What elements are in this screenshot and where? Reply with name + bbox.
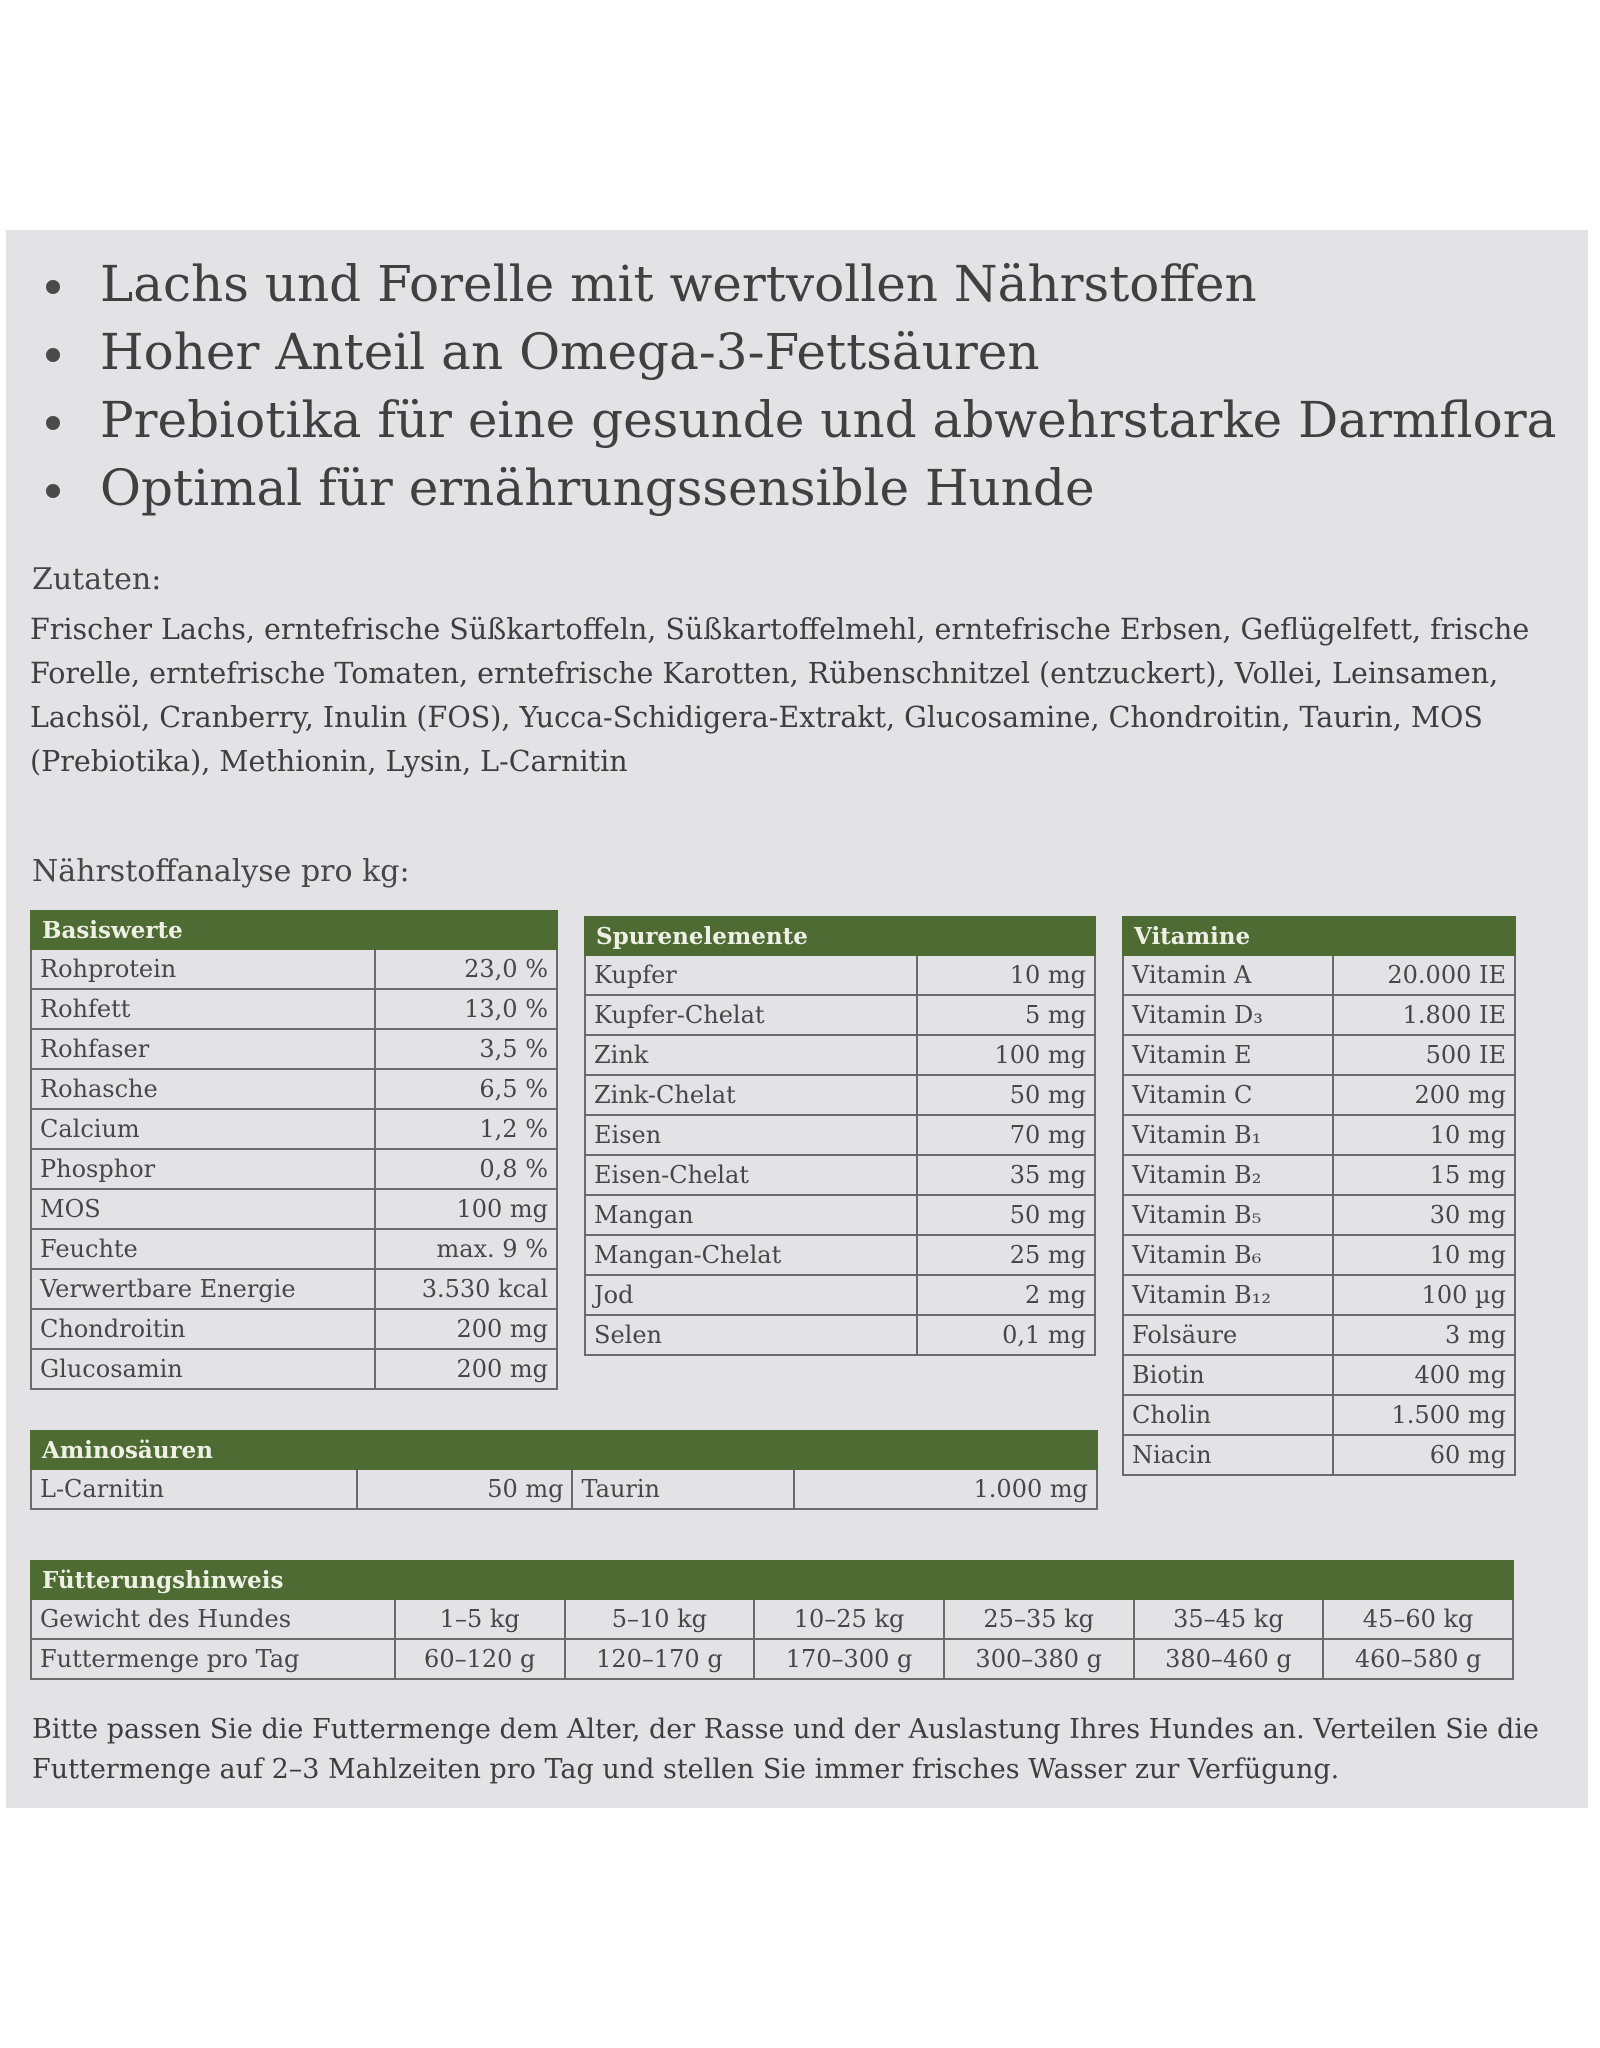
bullet-icon bbox=[46, 416, 60, 430]
nutrient-value: 3.530 kcal bbox=[375, 1269, 557, 1309]
table-row bbox=[585, 1195, 1095, 1235]
table-row bbox=[585, 1115, 1095, 1155]
ingredients-title: Zutaten: bbox=[32, 562, 162, 597]
nutrient-name: Cholin bbox=[1123, 1395, 1333, 1435]
table-row bbox=[31, 1189, 557, 1229]
table-row bbox=[31, 1269, 557, 1309]
feature-list bbox=[40, 250, 1556, 522]
table-cell: 120–170 g bbox=[565, 1639, 755, 1679]
nutrient-value: 2 mg bbox=[917, 1275, 1095, 1315]
table-row bbox=[31, 1639, 1513, 1679]
nutrient-value: 50 mg bbox=[357, 1469, 573, 1509]
aminosaeuren-table bbox=[30, 1430, 1098, 1510]
nutrient-value: 50 mg bbox=[917, 1195, 1095, 1235]
table-row bbox=[1123, 1435, 1515, 1475]
row-label: Gewicht des Hundes bbox=[31, 1599, 395, 1639]
nutrient-value: 5 mg bbox=[917, 995, 1095, 1035]
nutrient-value: 1.500 mg bbox=[1333, 1395, 1515, 1435]
nutrient-name: Zink bbox=[585, 1035, 917, 1075]
table-cell: 300–380 g bbox=[944, 1639, 1134, 1679]
nutrient-name: Zink-Chelat bbox=[585, 1075, 917, 1115]
nutrient-value: 200 mg bbox=[375, 1349, 557, 1389]
analysis-title: Nährstoffanalyse pro kg: bbox=[32, 854, 410, 889]
table-row bbox=[1123, 1395, 1515, 1435]
table-cell: 10–25 kg bbox=[754, 1599, 944, 1639]
nutrient-value: 60 mg bbox=[1333, 1435, 1515, 1475]
table-row bbox=[585, 995, 1095, 1035]
table-row bbox=[1123, 955, 1515, 995]
nutrient-name: Phosphor bbox=[31, 1149, 375, 1189]
table-row bbox=[1123, 1235, 1515, 1275]
basiswerte-table bbox=[30, 910, 558, 1390]
nutrient-name: Vitamin E bbox=[1123, 1035, 1333, 1075]
feature-text: Lachs und Forelle mit wertvollen Nährstoffen bbox=[100, 255, 1257, 313]
table-row bbox=[31, 1469, 1097, 1509]
table-row bbox=[585, 1275, 1095, 1315]
nutrient-name: MOS bbox=[31, 1189, 375, 1229]
row-label: Futtermenge pro Tag bbox=[31, 1639, 395, 1679]
nutrient-value: 30 mg bbox=[1333, 1195, 1515, 1235]
table-cell: 380–460 g bbox=[1134, 1639, 1324, 1679]
bullet-icon bbox=[46, 484, 60, 498]
nutrient-value: 23,0 % bbox=[375, 949, 557, 989]
nutrient-name: Vitamin B₁ bbox=[1123, 1115, 1333, 1155]
nutrient-name: Eisen-Chelat bbox=[585, 1155, 917, 1195]
nutrient-name: Mangan bbox=[585, 1195, 917, 1235]
table-row bbox=[31, 1599, 1513, 1639]
nutrient-name: Kupfer bbox=[585, 955, 917, 995]
nutrient-name: Vitamin B₆ bbox=[1123, 1235, 1333, 1275]
nutrient-name: Verwertbare Energie bbox=[31, 1269, 375, 1309]
spurenelemente-table bbox=[584, 916, 1096, 1356]
nutrient-name: Vitamin A bbox=[1123, 955, 1333, 995]
nutrient-value: 50 mg bbox=[917, 1075, 1095, 1115]
nutrient-name: Rohfaser bbox=[31, 1029, 375, 1069]
feature-item bbox=[40, 250, 1556, 318]
nutrient-value: 100 mg bbox=[375, 1189, 557, 1229]
bullet-icon bbox=[46, 280, 60, 294]
table-row bbox=[585, 1315, 1095, 1355]
nutrient-name: Vitamin D₃ bbox=[1123, 995, 1333, 1035]
feature-text: Hoher Anteil an Omega-3-Fettsäuren bbox=[100, 323, 1040, 381]
nutrient-name: Niacin bbox=[1123, 1435, 1333, 1475]
nutrient-name: Taurin bbox=[572, 1469, 793, 1509]
fuetterungshinweis-table bbox=[30, 1560, 1514, 1680]
nutrient-value: 20.000 IE bbox=[1333, 955, 1515, 995]
table-row bbox=[585, 1235, 1095, 1275]
nutrient-value: 10 mg bbox=[917, 955, 1095, 995]
nutrient-name: Rohfett bbox=[31, 989, 375, 1029]
nutrient-name: Vitamin B₅ bbox=[1123, 1195, 1333, 1235]
table-header: Fütterungshinweis bbox=[31, 1561, 1513, 1599]
feeding-note: Bitte passen Sie die Futtermenge dem Alter, der Rasse und der Auslastung Ihres Hundes an. Verteilen Sie die Futtermenge auf 2–3 Mahlzeiten pro Tag und stellen Sie immer frisches Wasser zur Verfügung. bbox=[32, 1714, 1539, 1785]
nutrient-value: 200 mg bbox=[1333, 1075, 1515, 1115]
nutrient-name: Rohasche bbox=[31, 1069, 375, 1109]
nutrient-value: 13,0 % bbox=[375, 989, 557, 1029]
bullet-icon bbox=[46, 348, 60, 362]
nutrient-value: 3,5 % bbox=[375, 1029, 557, 1069]
table-row bbox=[1123, 1275, 1515, 1315]
nutrient-name: Eisen bbox=[585, 1115, 917, 1155]
table-row bbox=[1123, 1315, 1515, 1355]
table-header: Vitamine bbox=[1123, 917, 1515, 955]
nutrient-value: 1.800 IE bbox=[1333, 995, 1515, 1035]
nutrient-value: 25 mg bbox=[917, 1235, 1095, 1275]
table-row bbox=[1123, 1075, 1515, 1115]
table-row bbox=[585, 1075, 1095, 1115]
nutrient-value: 200 mg bbox=[375, 1309, 557, 1349]
nutrient-value: 3 mg bbox=[1333, 1315, 1515, 1355]
feature-item bbox=[40, 386, 1556, 454]
table-row bbox=[585, 1155, 1095, 1195]
table-row bbox=[1123, 995, 1515, 1035]
table-header: Aminosäuren bbox=[31, 1431, 1097, 1469]
nutrient-name: Vitamin C bbox=[1123, 1075, 1333, 1115]
table-row bbox=[31, 989, 557, 1029]
vitamine-table bbox=[1122, 916, 1516, 1476]
nutrient-name: Calcium bbox=[31, 1109, 375, 1149]
table-row bbox=[1123, 1155, 1515, 1195]
table-row bbox=[1123, 1355, 1515, 1395]
table-row bbox=[585, 1035, 1095, 1075]
nutrient-name: L-Carnitin bbox=[31, 1469, 357, 1509]
nutrient-name: Jod bbox=[585, 1275, 917, 1315]
nutrient-name: Kupfer-Chelat bbox=[585, 995, 917, 1035]
feature-item bbox=[40, 318, 1556, 386]
nutrient-value: 10 mg bbox=[1333, 1115, 1515, 1155]
table-cell: 45–60 kg bbox=[1323, 1599, 1513, 1639]
nutrient-value: max. 9 % bbox=[375, 1229, 557, 1269]
nutrient-value: 70 mg bbox=[917, 1115, 1095, 1155]
nutrient-value: 1.000 mg bbox=[794, 1469, 1097, 1509]
nutrient-value: 15 mg bbox=[1333, 1155, 1515, 1195]
table-cell: 170–300 g bbox=[754, 1639, 944, 1679]
feature-item bbox=[40, 454, 1556, 522]
product-label bbox=[6, 230, 1588, 1808]
table-cell: 460–580 g bbox=[1323, 1639, 1513, 1679]
nutrient-value: 0,8 % bbox=[375, 1149, 557, 1189]
table-row bbox=[31, 1069, 557, 1109]
table-row bbox=[31, 1109, 557, 1149]
nutrient-name: Glucosamin bbox=[31, 1349, 375, 1389]
nutrient-value: 100 µg bbox=[1333, 1275, 1515, 1315]
nutrient-value: 0,1 mg bbox=[917, 1315, 1095, 1355]
feature-text: Optimal für ernährungssensible Hunde bbox=[100, 459, 1095, 517]
table-row bbox=[31, 1349, 557, 1389]
nutrient-name: Feuchte bbox=[31, 1229, 375, 1269]
nutrient-value: 500 IE bbox=[1333, 1035, 1515, 1075]
nutrient-name: Mangan-Chelat bbox=[585, 1235, 917, 1275]
nutrient-value: 400 mg bbox=[1333, 1355, 1515, 1395]
table-row bbox=[31, 1149, 557, 1189]
nutrient-value: 1,2 % bbox=[375, 1109, 557, 1149]
ingredients-text: Frischer Lachs, erntefrische Süßkartoffeln, Süßkartoffelmehl, erntefrische Erbsen, Geflügelfett, frische Forelle, erntefrische Tomaten, erntefrische Karotten, Rübenschnitzel (entzuckert), Vollei, Leinsamen, Lachsöl, Cranberry, Inulin (FOS), Yucca-Schidigera-Extrakt, Glucosamine, Chondroitin, Taurin, MOS (Prebiotika), Methionin, Lysin, L-Carnitin bbox=[30, 613, 1530, 778]
table-header: Basiswerte bbox=[31, 911, 557, 949]
feature-text: Prebiotika für eine gesunde und abwehrstarke Darmflora bbox=[100, 391, 1557, 449]
nutrient-value: 100 mg bbox=[917, 1035, 1095, 1075]
table-row bbox=[1123, 1035, 1515, 1075]
nutrient-name: Vitamin B₂ bbox=[1123, 1155, 1333, 1195]
nutrient-value: 6,5 % bbox=[375, 1069, 557, 1109]
table-cell: 25–35 kg bbox=[944, 1599, 1134, 1639]
table-row bbox=[31, 949, 557, 989]
nutrient-value: 35 mg bbox=[917, 1155, 1095, 1195]
table-cell: 35–45 kg bbox=[1134, 1599, 1324, 1639]
table-cell: 1–5 kg bbox=[395, 1599, 565, 1639]
nutrient-value: 10 mg bbox=[1333, 1235, 1515, 1275]
table-header: Spurenelemente bbox=[585, 917, 1095, 955]
table-row bbox=[1123, 1195, 1515, 1235]
table-row bbox=[1123, 1115, 1515, 1155]
table-row bbox=[31, 1229, 557, 1269]
table-row bbox=[31, 1309, 557, 1349]
nutrient-name: Folsäure bbox=[1123, 1315, 1333, 1355]
nutrient-name: Rohprotein bbox=[31, 949, 375, 989]
nutrient-name: Vitamin B₁₂ bbox=[1123, 1275, 1333, 1315]
table-cell: 60–120 g bbox=[395, 1639, 565, 1679]
nutrient-name: Selen bbox=[585, 1315, 917, 1355]
nutrient-name: Chondroitin bbox=[31, 1309, 375, 1349]
nutrient-name: Biotin bbox=[1123, 1355, 1333, 1395]
table-cell: 5–10 kg bbox=[565, 1599, 755, 1639]
table-row bbox=[31, 1029, 557, 1069]
table-row bbox=[585, 955, 1095, 995]
